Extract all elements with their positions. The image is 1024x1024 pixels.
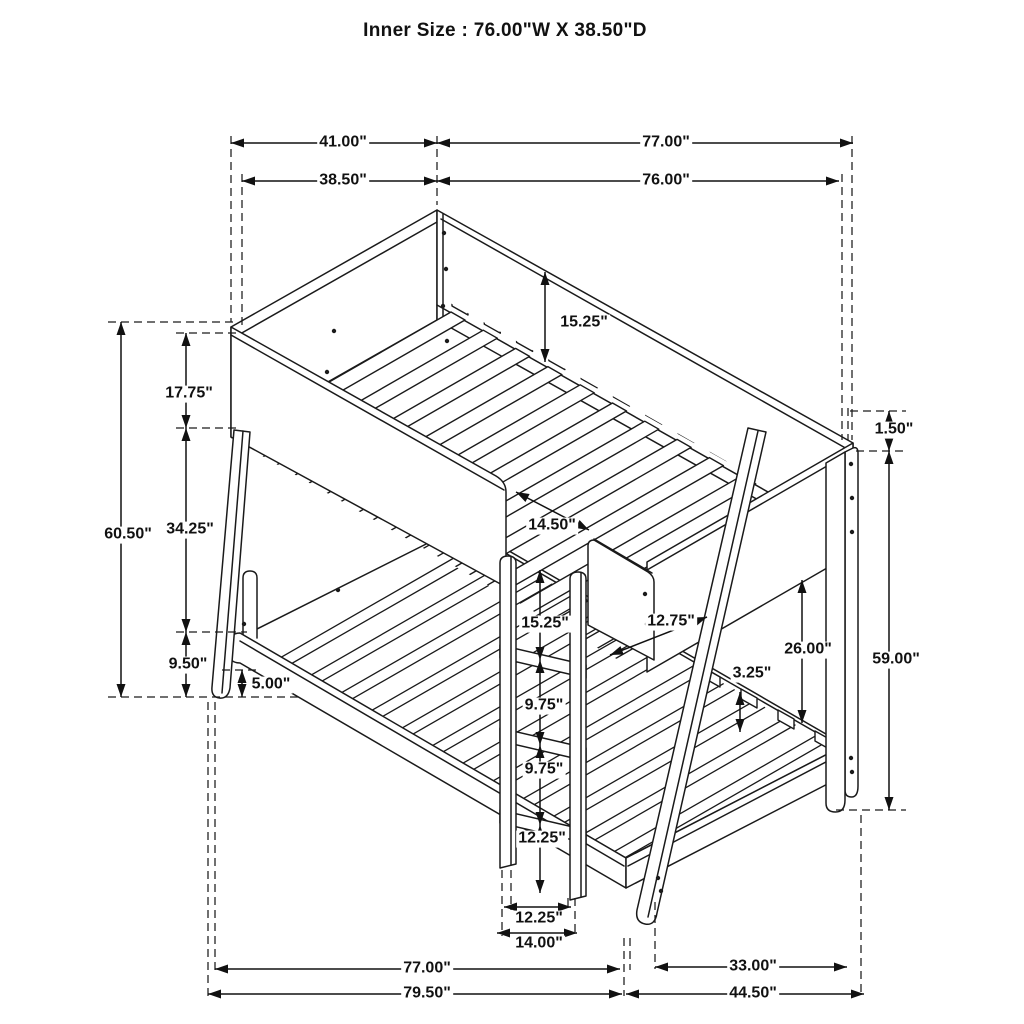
dim-rung-space-2: 9.75" — [524, 760, 564, 778]
dim-side-height: 59.00" — [872, 650, 920, 668]
dim-rung-space-1: 9.75" — [524, 696, 564, 714]
diagram-title: Inner Size : 76.00"W X 38.50"D — [363, 20, 647, 41]
dim-top-depth-inner: 38.50" — [319, 171, 367, 189]
dim-ladder-width-outer: 14.00" — [515, 934, 563, 952]
dim-bottom-right-depth: 33.00" — [729, 957, 777, 975]
dim-top-depth-outer: 41.00" — [319, 133, 367, 151]
dim-bottom-total-length: 79.50" — [403, 984, 451, 1002]
dim-guard-height: 15.25" — [560, 313, 608, 331]
dim-bottom-length: 77.00" — [403, 959, 451, 977]
dim-rail-lip: 1.50" — [874, 420, 914, 438]
dim-leg-height: 5.00" — [251, 675, 291, 693]
dim-ladder-opening: 14.50" — [528, 516, 576, 534]
dim-bottom-total-depth: 44.50" — [729, 984, 777, 1002]
dim-slat-height: 3.25" — [732, 664, 772, 682]
dim-upper-panel-height: 17.75" — [165, 384, 213, 402]
dim-ladder-width-inner: 12.25" — [515, 909, 563, 927]
dim-under-clearance: 26.00" — [784, 640, 832, 658]
dim-total-height: 60.50" — [104, 525, 152, 543]
dim-lower-headboard-depth: 12.75" — [647, 612, 695, 630]
dim-lower-rail-height: 9.50" — [168, 655, 208, 673]
dim-top-length-inner: 76.00" — [642, 171, 690, 189]
dim-bunk-gap: 34.25" — [166, 520, 214, 538]
dim-top-length-outer: 77.00" — [642, 133, 690, 151]
foot-end-panel — [826, 448, 858, 812]
dim-ladder-top-spacing: 15.25" — [521, 614, 569, 632]
dim-ladder-bottom: 12.25" — [518, 829, 566, 847]
